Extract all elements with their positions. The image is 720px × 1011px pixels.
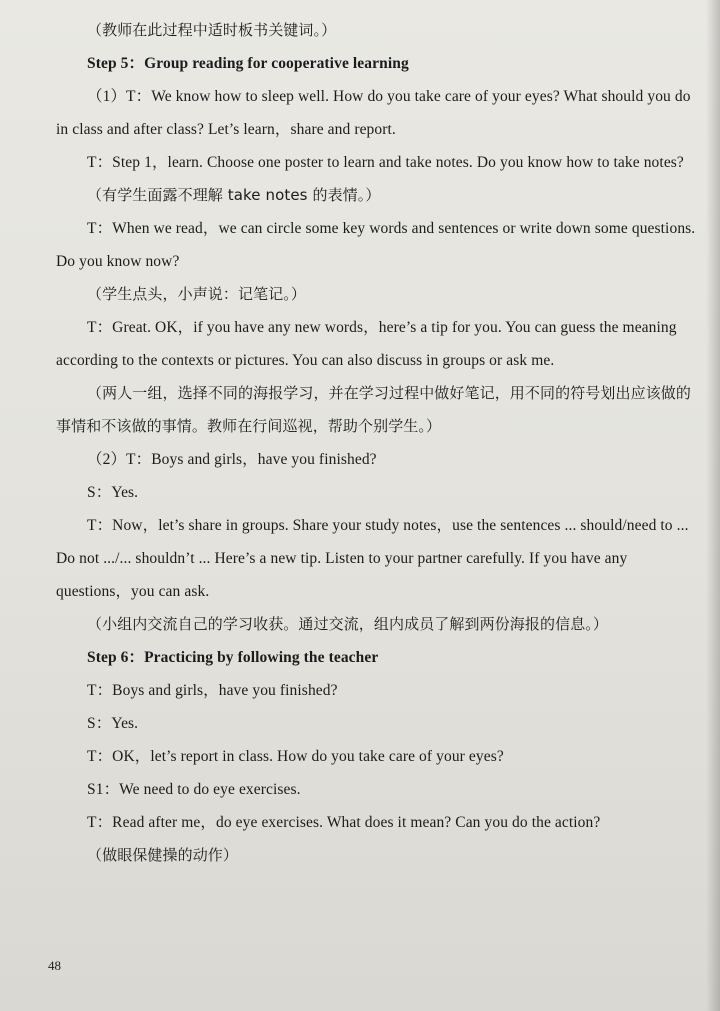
paragraph-5: （2）T：Boys and girls，have you finished? [87,451,377,468]
step-6-heading: Step 6：Practicing by following the teacher [87,649,379,666]
paragraph-1: （1）T：We know how to sleep well. How do you take care of your eyes? What should you do in class and after class? Let’s learn，share and report. [56,88,691,138]
step-5-heading: Step 5：Group reading for cooperative learning [87,55,409,72]
paragraph-2: T：Step 1，learn. Choose one poster to learn and take notes. Do you know how to take notes? [87,154,684,171]
paragraph-9: S：Yes. [87,715,139,732]
eye-exercise-action-note: （做眼保健操的动作） [87,846,239,864]
paragraph-3: T：When we read，we can circle some key words and sentences or write down some questions. Do you know now? [56,220,696,270]
page-number: 48 [48,958,61,973]
group-sharing-note: （小组内交流自己的学习收获。通过交流，组内成员了解到两份海报的信息。） [87,615,609,633]
paragraph-7: T：Now，let’s share in groups. Share your study notes，use the sentences ... should/need to ... Do not .../... shouldn’t ... Here’s a new tip. Listen to your partner carefully. If you have any questions，you can ask. [56,517,689,600]
student-nod-note: （学生点头，小声说：记笔记。） [87,285,307,303]
paragraph-10: T：OK，let’s report in class. How do you take care of your eyes? [87,748,504,765]
page-content [56,14,696,872]
paragraph-8: T：Boys and girls，have you finished? [87,682,338,699]
pair-work-note: （两人一组，选择不同的海报学习，并在学习过程中做好笔记，用不同的符号划出应该做的事情和不该做的事情。教师在行间巡视，帮助个别学生。） [56,384,692,435]
paragraph-4: T：Great. OK，if you have any new words，here’s a tip for you. You can guess the meaning according to the contexts or pictures. You can also discuss in groups or ask me. [56,319,677,369]
teacher-note-board-keywords: （教师在此过程中适时板书关键词。） [87,21,337,39]
paragraph-11: S1：We need to do eye exercises. [87,781,301,798]
student-reaction-note: （有学生面露不理解 take notes 的表情。） [87,186,381,204]
paragraph-12: T：Read after me，do eye exercises. What does it mean? Can you do the action? [87,814,601,831]
paragraph-6: S：Yes. [87,484,139,501]
